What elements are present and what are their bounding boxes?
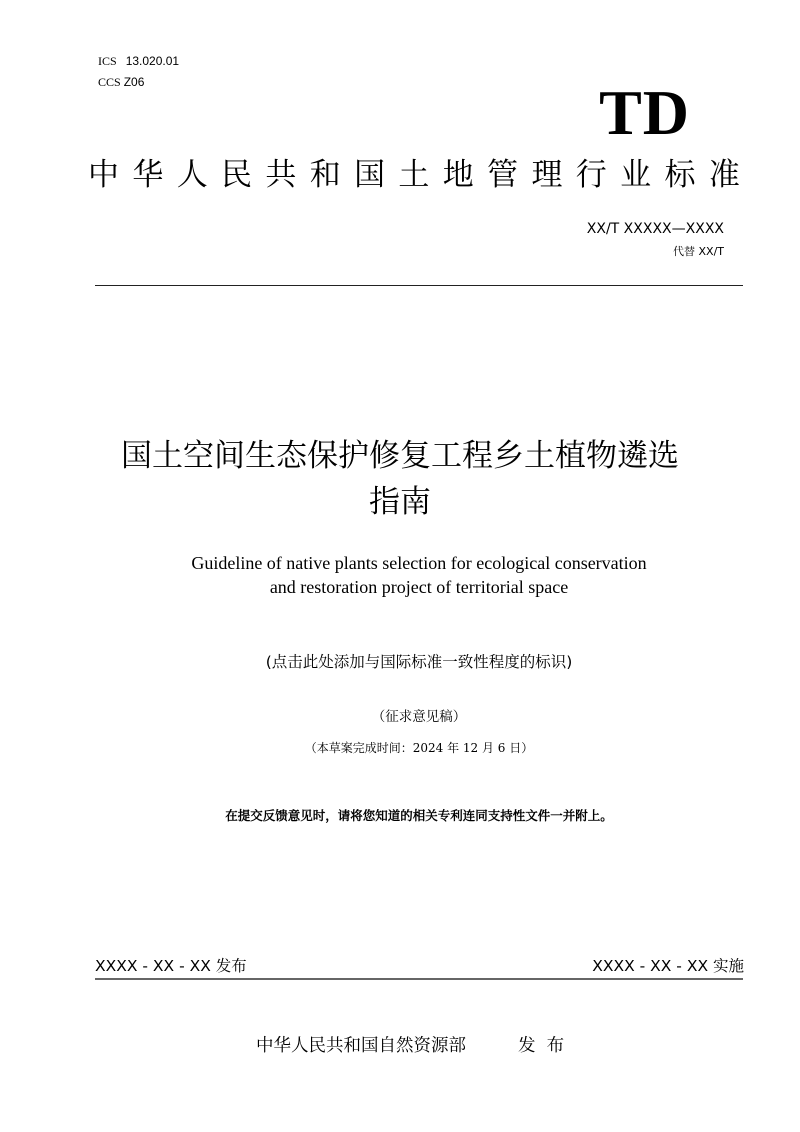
std-name-char: 民 bbox=[221, 157, 253, 193]
ics-value: 13.020.01 bbox=[125, 54, 180, 68]
replaces-standard: 代替 XX/T bbox=[673, 245, 724, 258]
std-name-char: 共 bbox=[265, 157, 297, 193]
document-title-english bbox=[0, 551, 800, 599]
std-name-char: 中 bbox=[88, 157, 119, 193]
ics-label: ICS bbox=[98, 54, 117, 68]
publisher-name: 中华人民共和国自然资源部 bbox=[256, 1036, 466, 1056]
std-name-char: 标 bbox=[664, 157, 696, 193]
td-logo: TD bbox=[599, 77, 690, 148]
title-en-line-2: and restoration project of territorial space bbox=[269, 577, 569, 597]
ccs-value: Z06 bbox=[123, 75, 145, 89]
std-name-char: 和 bbox=[309, 157, 341, 193]
publish-label: 发 布 bbox=[518, 1036, 565, 1056]
std-name-char: 土 bbox=[398, 157, 430, 193]
implementation-date: XXXX - XX - XX 实施 bbox=[592, 957, 744, 975]
footer-divider bbox=[95, 978, 743, 980]
document-title-chinese bbox=[0, 433, 800, 525]
standard-category-name bbox=[88, 155, 740, 195]
standard-code: XX/T XXXXX—XXXX bbox=[586, 221, 724, 237]
ccs-label: CCS bbox=[98, 75, 121, 89]
title-en-line-1: Guideline of native plants selection for ecological conservation bbox=[191, 553, 647, 573]
title-cn-line-1: 国土空间生态保护修复工程乡土植物遴选 bbox=[121, 438, 679, 474]
draft-status: （征求意见稿） bbox=[371, 709, 467, 725]
std-name-char: 准 bbox=[708, 157, 740, 193]
std-name-char: 华 bbox=[132, 157, 164, 193]
ccs-classification bbox=[92, 61, 144, 89]
draft-completion-date: （本草案完成时间：2024 年 12 月 6 日） bbox=[304, 741, 534, 755]
std-name-char: 理 bbox=[531, 157, 563, 193]
std-name-char: 管 bbox=[487, 157, 519, 193]
std-name-char: 地 bbox=[442, 157, 474, 193]
header-divider bbox=[95, 285, 743, 286]
international-consistency-placeholder[interactable]: (点击此处添加与国际标准一致性程度的标识) bbox=[265, 653, 573, 671]
std-name-char: 人 bbox=[176, 157, 208, 193]
patent-notice: 在提交反馈意见时，请将您知道的相关专利连同支持性文件一并附上。 bbox=[225, 808, 613, 823]
std-name-char: 行 bbox=[575, 157, 607, 193]
std-name-char: 国 bbox=[354, 157, 386, 193]
title-cn-line-2: 指南 bbox=[369, 484, 431, 520]
release-date: XXXX - XX - XX 发布 bbox=[95, 957, 247, 975]
std-name-char: 业 bbox=[620, 157, 652, 193]
